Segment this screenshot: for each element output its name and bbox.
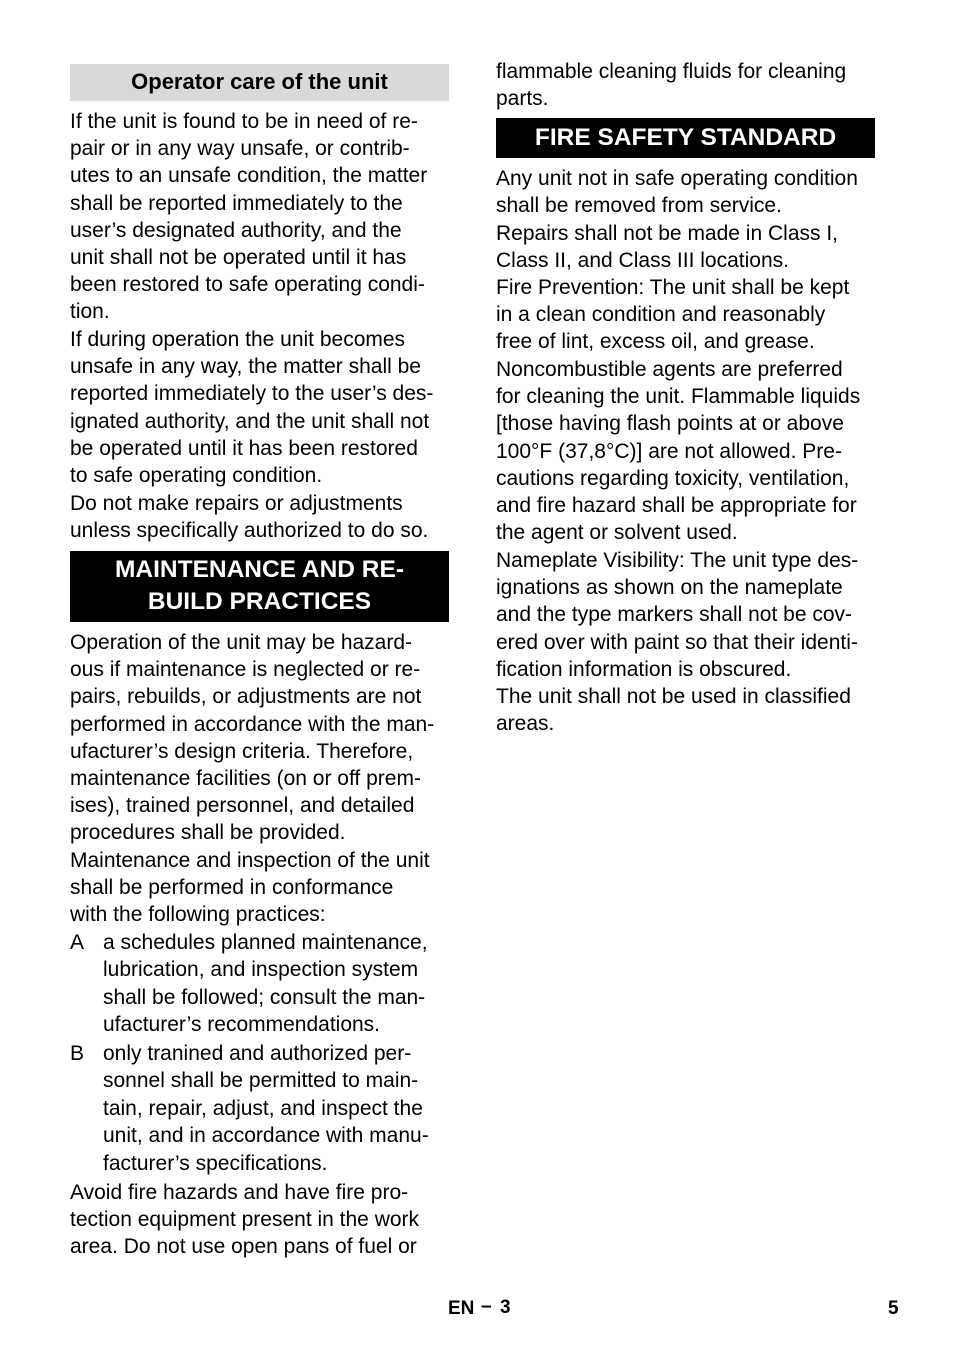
- text-line: ered over with paint so that their identi-: [496, 630, 858, 654]
- text-line: unless specifically authorized to do so.: [70, 519, 429, 543]
- text-line: parts.: [496, 87, 549, 111]
- text-line: ufacturer’s design criteria. Therefore,: [70, 739, 414, 763]
- text-line: 100°F (37,8°C)] are not allowed. Pre-: [496, 439, 842, 463]
- text-line: Class II, and Class III locations.: [496, 249, 789, 273]
- operator-care-paragraph-2: [70, 326, 460, 489]
- text-line: tain, repair, adjust, and inspect the: [103, 1096, 423, 1120]
- text-line: be operated until it has been restored: [70, 436, 418, 460]
- text-line: tection equipment present in the work: [70, 1208, 420, 1232]
- text-line: performed in accordance with the man-: [70, 712, 435, 736]
- text-line: in a clean condition and reasonably: [496, 303, 826, 327]
- text-line: Operation of the unit may be hazard-: [70, 631, 413, 654]
- text-line: facturer’s specifications.: [103, 1151, 328, 1175]
- footer-language: EN: [448, 1298, 475, 1319]
- text-line: pairs, rebuilds, or adjustments are not: [70, 685, 422, 709]
- text-line: [those having flash points at or above: [496, 412, 844, 436]
- fire-safety-paragraph-1: [496, 165, 888, 219]
- text-line: a schedules planned maintenance,: [103, 931, 428, 954]
- text-line: Avoid fire hazards and have fire pro-: [70, 1181, 409, 1204]
- text-line: and the type markers shall not be cov-: [496, 603, 853, 627]
- text-line: shall be performed in conformance: [70, 876, 394, 900]
- fire-hazard-paragraph: [70, 1179, 460, 1261]
- text-line: Any unit not in safe operating condition: [496, 167, 858, 190]
- text-line: been restored to safe operating condi-: [70, 273, 425, 297]
- footer-page-number: 5: [888, 1298, 899, 1319]
- list-item-text: [103, 929, 428, 1039]
- text-line: ufacturer’s recommendations.: [103, 1013, 381, 1037]
- text-line: ises), trained personnel, and detailed: [70, 794, 415, 818]
- maintenance-paragraph-2: [70, 847, 460, 929]
- heading-line: MAINTENANCE AND RE-: [115, 556, 404, 583]
- operator-care-paragraph-3: [70, 490, 460, 544]
- footer-section-page: 3: [500, 1297, 511, 1318]
- text-line: pair or in any way unsafe, or contrib-: [70, 137, 410, 161]
- text-line: utes to an unsafe condition, the matter: [70, 164, 428, 188]
- text-line: If the unit is found to be in need of re-: [70, 110, 418, 133]
- text-line: Repairs shall not be made in Class I,: [496, 222, 838, 245]
- text-line: areas.: [496, 712, 555, 736]
- text-line: unit shall not be operated until it has: [70, 246, 407, 270]
- text-line: fication information is obscured.: [496, 657, 792, 681]
- text-line: Noncombustible agents are preferred: [496, 358, 843, 381]
- text-line: to safe operating condition.: [70, 464, 323, 488]
- continued-paragraph: [496, 58, 888, 112]
- text-line: the agent or solvent used.: [496, 521, 738, 545]
- list-marker: A: [70, 931, 85, 954]
- text-line: The unit shall not be used in classified: [496, 685, 851, 708]
- maintenance-heading: [70, 551, 449, 622]
- operator-care-paragraph-1: [70, 108, 460, 326]
- maintenance-paragraph-1: [70, 629, 460, 847]
- fire-prevention-paragraph: [496, 274, 888, 356]
- text-line: unsafe in any way, the matter shall be: [70, 355, 421, 379]
- text-line: area. Do not use open pans of fuel or: [70, 1235, 417, 1259]
- text-line: Maintenance and inspection of the unit: [70, 849, 430, 872]
- text-line: shall be removed from service.: [496, 194, 782, 218]
- fire-safety-heading: FIRE SAFETY STANDARD: [496, 118, 875, 158]
- text-line: unit, and in accordance with manu-: [103, 1124, 429, 1148]
- text-line: Nameplate Visibility: The unit type des-: [496, 549, 859, 572]
- text-line: shall be followed; consult the man-: [103, 985, 426, 1009]
- text-line: tion.: [70, 300, 110, 324]
- text-line: lubrication, and inspection system: [103, 958, 419, 982]
- text-line: ignated authority, and the unit shall not: [70, 409, 430, 433]
- text-line: with the following practices:: [70, 903, 326, 927]
- text-line: only tranined and authorized per-: [103, 1042, 412, 1065]
- fire-safety-paragraph-2: [496, 220, 888, 274]
- text-line: reported immediately to the user’s des-: [70, 382, 434, 406]
- text-line: cautions regarding toxicity, ventilation,: [496, 466, 850, 490]
- text-line: shall be reported immediately to the: [70, 191, 403, 215]
- text-line: Do not make repairs or adjustments: [70, 492, 403, 515]
- text-line: procedures shall be provided.: [70, 821, 346, 845]
- footer-dash: –: [481, 1296, 492, 1317]
- nameplate-paragraph: [496, 547, 888, 683]
- text-line: If during operation the unit becomes: [70, 328, 406, 351]
- operator-care-heading: Operator care of the unit: [70, 64, 449, 101]
- heading-line: BUILD PRACTICES: [147, 588, 372, 615]
- text-line: free of lint, excess oil, and grease.: [496, 330, 815, 354]
- classified-areas-paragraph: [496, 683, 888, 737]
- text-line: and fire hazard shall be appropriate for: [496, 494, 857, 518]
- text-line: user’s designated authority, and the: [70, 218, 402, 242]
- text-line: sonnel shall be permitted to main-: [103, 1069, 419, 1093]
- text-line: for cleaning the unit. Flammable liquids: [496, 385, 861, 409]
- text-line: Fire Prevention: The unit shall be kept: [496, 276, 850, 299]
- text-line: flammable cleaning fluids for cleaning: [496, 60, 847, 83]
- noncombustible-paragraph: [496, 356, 888, 546]
- text-line: ous if maintenance is neglected or re-: [70, 658, 421, 682]
- text-line: ignations as shown on the nameplate: [496, 576, 843, 600]
- list-item-text: [103, 1040, 429, 1177]
- list-marker: B: [70, 1042, 85, 1065]
- text-line: maintenance facilities (on or off prem-: [70, 767, 421, 791]
